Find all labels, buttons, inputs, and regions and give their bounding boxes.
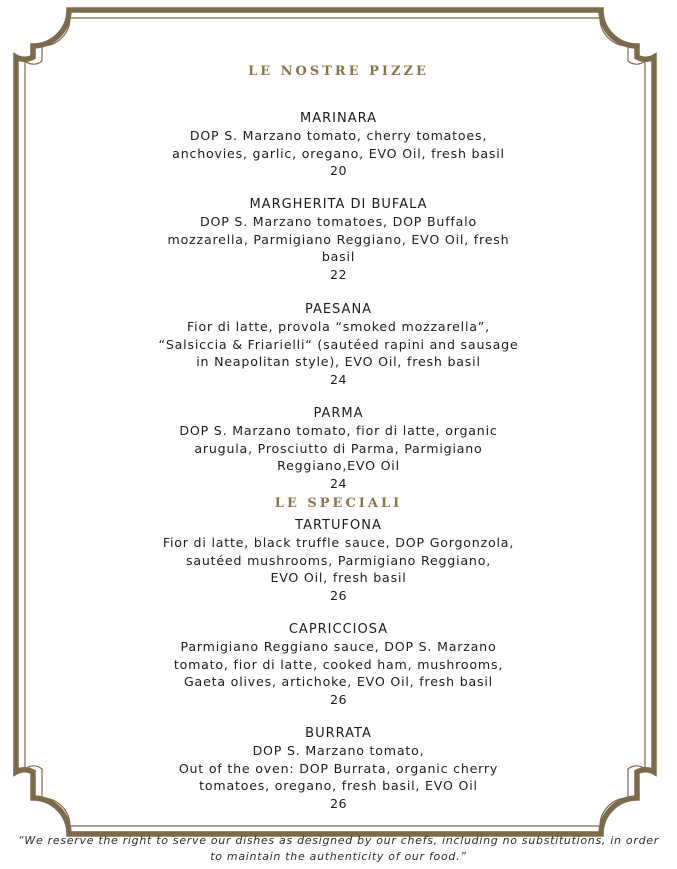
disclaimer-line: to maintain the authenticity of our food.” [210, 850, 467, 863]
item-name: TARTUFONA [295, 518, 382, 533]
item-name: MARINARA [300, 111, 377, 126]
item-name: CAPRICCIOSA [288, 622, 389, 637]
item-description-line: tomatoes, oregano, fresh basil, EVO Oil [199, 778, 478, 794]
item-description-line: in Neapolitan style), EVO Oil, fresh basil [196, 354, 481, 370]
item-description-line: Parmigiano Reggiano sauce, DOP S. Marzano [180, 639, 497, 655]
menu-item-parma [100, 405, 577, 492]
item-description-line: mozzarella, Parmigiano Reggiano, EVO Oil, fresh [167, 231, 510, 247]
section-title-specials: LE SPECIALI [274, 496, 403, 511]
item-description-line: DOP S. Marzano tomato, [252, 743, 425, 759]
item-description-line: Out of the oven: DOP Burrata, organic cherry [178, 760, 499, 776]
item-name: MARGHERITA DI BUFALA [249, 197, 428, 212]
menu-item-marinara [100, 110, 577, 180]
item-description-line: anchovies, garlic, oregano, EVO Oil, fresh basil [172, 145, 505, 161]
section-title-pizzas: LE NOSTRE PIZZE [248, 64, 429, 79]
item-price: 24 [329, 371, 348, 387]
item-description-line: DOP S. Marzano tomatoes, DOP Buffalo [200, 214, 477, 230]
item-price: 26 [329, 587, 348, 603]
menu-item-margherita-di-bufala [100, 196, 577, 283]
item-name: PARMA [313, 406, 364, 421]
item-name: PAESANA [304, 302, 373, 317]
item-price: 22 [329, 266, 348, 282]
item-description-line: DOP S. Marzano tomato, cherry tomatoes, [189, 128, 488, 144]
item-description-line: basil [321, 249, 356, 265]
disclaimer-note [8, 833, 669, 865]
menu-item-burrata [100, 725, 577, 812]
item-description-line: “Salsiccia & Friarielli“ (sautéed rapini and sausage [158, 336, 519, 352]
menu-item-tartufona [100, 517, 577, 604]
item-description-line: Reggiano,EVO Oil [277, 458, 400, 474]
item-description-line: EVO Oil, fresh basil [270, 570, 407, 586]
item-description-line: Fior di latte, provola “smoked mozzarella”, [187, 319, 490, 335]
item-price: 20 [329, 163, 348, 179]
item-description-line: arugula, Prosciutto di Parma, Parmigiano [194, 440, 483, 456]
item-description-line: Fior di latte, black truffle sauce, DOP Gorgonzola, [162, 535, 515, 551]
disclaimer-line: “We reserve the right to serve our dishes as designed by our chefs, including no substitutions, in order [18, 834, 659, 847]
item-description-line: tomato, fior di latte, cooked ham, mushrooms, [173, 656, 504, 672]
item-description-line: sautéed mushrooms, Parmigiano Reggiano, [185, 552, 492, 568]
menu-item-paesana [100, 301, 577, 388]
item-price: 26 [329, 691, 348, 707]
item-name: BURRATA [305, 726, 372, 741]
item-description-line: DOP S. Marzano tomato, fior di latte, organic [179, 423, 498, 439]
menu-item-capricciosa [100, 621, 577, 708]
item-description-line: Gaeta olives, artichoke, EVO Oil, fresh basil [184, 674, 493, 690]
item-price: 26 [329, 795, 348, 811]
item-price: 24 [329, 475, 348, 491]
